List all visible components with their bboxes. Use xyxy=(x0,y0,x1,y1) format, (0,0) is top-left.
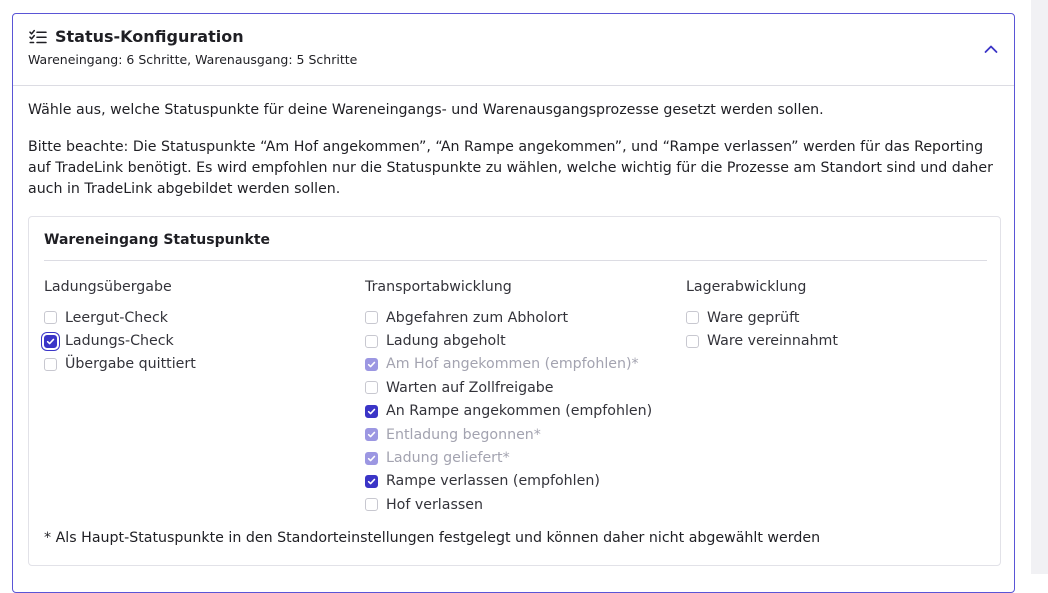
checkbox[interactable] xyxy=(365,381,378,394)
checkbox[interactable] xyxy=(44,311,57,324)
inbound-status-card xyxy=(28,216,1001,566)
status-checkbox-item[interactable] xyxy=(44,329,196,352)
column-transportabwicklung xyxy=(365,277,652,517)
status-checkbox-item[interactable] xyxy=(44,306,196,329)
checkbox-label: Hof verlassen xyxy=(386,496,483,513)
checkmark-icon xyxy=(367,430,376,439)
status-checkbox-item[interactable] xyxy=(365,400,652,423)
status-checkbox-item[interactable] xyxy=(686,329,838,352)
status-checkbox-item xyxy=(365,423,652,446)
checkmark-icon xyxy=(367,360,376,369)
checkbox[interactable] xyxy=(44,335,57,348)
checkbox-label: Ladung abgeholt xyxy=(386,333,506,350)
checkbox[interactable] xyxy=(44,358,57,371)
status-checkbox-item[interactable] xyxy=(44,353,196,376)
checkbox-label: Ladungs-Check xyxy=(65,333,174,350)
footnote: * Als Haupt-Statuspunkte in den Standorteinstellungen festgelegt und können daher nicht abgewählt werden xyxy=(44,530,821,546)
panel-title: Status-Konfiguration xyxy=(55,27,244,46)
checkbox-label: Übergabe quittiert xyxy=(65,356,196,373)
checkbox-label: Abgefahren zum Abholort xyxy=(386,309,569,326)
status-checkbox-item[interactable] xyxy=(365,470,652,493)
panel-header[interactable] xyxy=(13,14,1014,86)
checkbox-label: Ladung geliefert* xyxy=(386,450,510,467)
note-text: Bitte beachte: Die Statuspunkte “Am Hof angekommen”, “An Rampe angekommen”, und “Rampe verlassen” werden für das Reporting auf TradeLink benötigt. Es wird empfohlen nur die Statuspunkte zu wählen, welche wichtig für die Prozesse am Standort sind und daher auch in TradeLink abgebildet werden sollen. xyxy=(28,139,993,197)
checkbox[interactable] xyxy=(365,405,378,418)
checkbox-label: Leergut-Check xyxy=(65,309,169,326)
checklist-icon xyxy=(29,29,47,45)
status-config-panel xyxy=(12,13,1015,593)
checkmark-icon xyxy=(367,477,376,486)
checkbox[interactable] xyxy=(365,475,378,488)
checkmark-icon xyxy=(367,454,376,463)
checkbox[interactable] xyxy=(365,498,378,511)
status-checkbox-item xyxy=(365,353,652,376)
checkbox-label: Entladung begonnen* xyxy=(386,426,541,443)
checkbox-label: Ware vereinnahmt xyxy=(707,333,838,350)
checkbox xyxy=(365,428,378,441)
inbound-status-title: Wareneingang Statuspunkte xyxy=(44,232,271,248)
checkmark-icon xyxy=(367,407,376,416)
scrollbar-track[interactable] xyxy=(1031,0,1048,574)
checkbox xyxy=(365,452,378,465)
column-ladungsuebergabe xyxy=(44,277,196,376)
checkbox-label: Warten auf Zollfreigabe xyxy=(386,379,554,396)
checkbox[interactable] xyxy=(686,335,699,348)
checkbox-label: Am Hof angekommen (empfohlen)* xyxy=(386,356,639,373)
divider xyxy=(44,260,987,261)
status-checkbox-item[interactable] xyxy=(365,329,652,352)
status-checkbox-item[interactable] xyxy=(686,306,838,329)
status-checkbox-item[interactable] xyxy=(365,376,652,399)
checkbox-label: Ware geprüft xyxy=(707,309,800,326)
status-checkbox-item[interactable] xyxy=(365,493,652,516)
intro-text: Wähle aus, welche Statuspunkte für deine Wareneingangs- und Warenausgangsprozesse gesetzt werden sollen. xyxy=(28,102,824,118)
column-heading: Lagerabwicklung xyxy=(686,279,807,295)
checkmark-icon xyxy=(46,337,55,346)
column-heading: Transportabwicklung xyxy=(365,279,512,295)
checkbox[interactable] xyxy=(365,335,378,348)
checkbox xyxy=(365,358,378,371)
checkbox-label: An Rampe angekommen (empfohlen) xyxy=(386,403,653,420)
column-lagerabwicklung xyxy=(686,277,838,353)
status-checkbox-item xyxy=(365,446,652,469)
checkbox[interactable] xyxy=(365,311,378,324)
status-checkbox-item[interactable] xyxy=(365,306,652,329)
checkbox-label: Rampe verlassen (empfohlen) xyxy=(386,473,600,490)
column-heading: Ladungsübergabe xyxy=(44,279,172,295)
checkbox[interactable] xyxy=(686,311,699,324)
panel-subtitle: Wareneingang: 6 Schritte, Warenausgang: 5 Schritte xyxy=(28,52,358,67)
chevron-up-icon[interactable] xyxy=(982,40,1000,58)
